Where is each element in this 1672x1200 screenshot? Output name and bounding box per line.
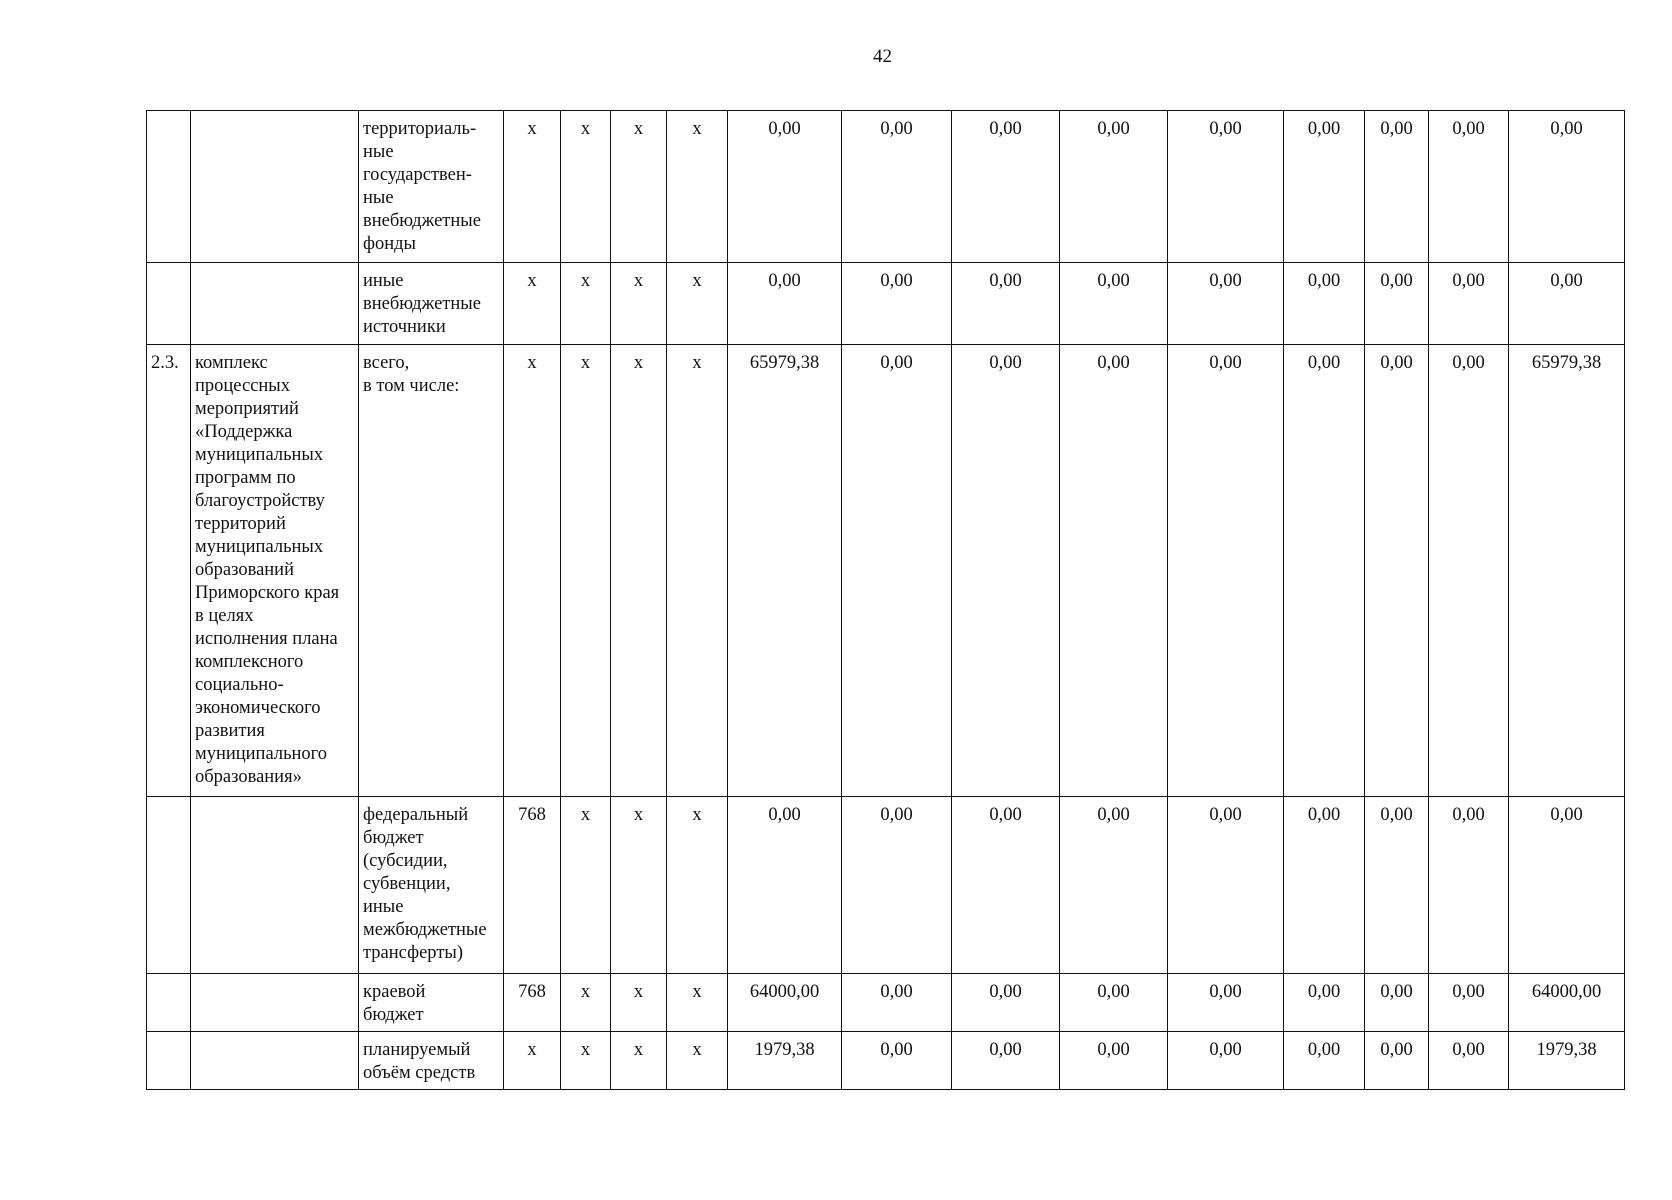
- cell-amount: 0,00: [1284, 797, 1365, 974]
- name-line: комплекс: [195, 353, 268, 373]
- name-line: экономического: [195, 698, 321, 718]
- name-line: муниципальных: [195, 537, 324, 557]
- cell-amount: 0,00: [728, 111, 842, 263]
- cell-amount: 0,00: [1168, 797, 1284, 974]
- cell-funding-source: [359, 263, 504, 345]
- cell-code: x: [504, 345, 561, 797]
- source-line: федеральный: [363, 805, 469, 825]
- cell-amount: 0,00: [1365, 1032, 1429, 1090]
- cell-funding-source: [359, 797, 504, 974]
- cell-amount: 0,00: [1060, 263, 1168, 345]
- cell-code: x: [667, 111, 728, 263]
- source-line: (субсидии,: [363, 851, 448, 871]
- cell-amount: 0,00: [1168, 345, 1284, 797]
- cell-index: [147, 1032, 191, 1090]
- cell-amount: 0,00: [1060, 1032, 1168, 1090]
- cell-code: x: [504, 111, 561, 263]
- cell-amount: 0,00: [1509, 111, 1625, 263]
- cell-amount: 0,00: [728, 797, 842, 974]
- cell-amount: 0,00: [1284, 345, 1365, 797]
- table-row: [147, 345, 1625, 797]
- cell-amount: 0,00: [1284, 974, 1365, 1032]
- source-line: источники: [363, 317, 446, 337]
- cell-code: x: [667, 263, 728, 345]
- cell-code: x: [611, 1032, 667, 1090]
- cell-code: x: [667, 345, 728, 797]
- cell-code: x: [561, 974, 611, 1032]
- cell-amount: 1979,38: [728, 1032, 842, 1090]
- cell-code: x: [667, 797, 728, 974]
- cell-amount: 0,00: [1168, 1032, 1284, 1090]
- name-line: «Поддержка: [195, 422, 293, 442]
- cell-funding-source: [359, 974, 504, 1032]
- cell-amount: 0,00: [842, 974, 952, 1032]
- cell-amount: 64000,00: [728, 974, 842, 1032]
- cell-amount: 0,00: [842, 345, 952, 797]
- source-line: в том числе:: [363, 376, 460, 396]
- source-line: всего,: [363, 353, 410, 373]
- cell-amount: 65979,38: [728, 345, 842, 797]
- cell-name: [191, 263, 359, 345]
- cell-amount: 0,00: [1284, 1032, 1365, 1090]
- cell-amount: 0,00: [1284, 111, 1365, 263]
- source-line: планируемый: [363, 1040, 471, 1060]
- source-line: иные: [363, 271, 404, 291]
- cell-index: [147, 111, 191, 263]
- cell-amount: 0,00: [952, 111, 1060, 263]
- cell-amount: 0,00: [952, 1032, 1060, 1090]
- name-line: в целях: [195, 606, 254, 626]
- cell-code: x: [667, 974, 728, 1032]
- cell-funding-source: [359, 111, 504, 263]
- cell-code: 768: [504, 797, 561, 974]
- cell-index: [147, 263, 191, 345]
- cell-amount: 0,00: [1060, 111, 1168, 263]
- cell-code: 768: [504, 974, 561, 1032]
- cell-index: [147, 797, 191, 974]
- cell-amount: 0,00: [1365, 263, 1429, 345]
- source-line: территориаль-: [363, 119, 477, 139]
- cell-amount: 0,00: [1168, 111, 1284, 263]
- cell-code: x: [561, 111, 611, 263]
- name-line: мероприятий: [195, 399, 299, 419]
- cell-index: [147, 974, 191, 1032]
- cell-amount: 0,00: [1365, 111, 1429, 263]
- source-line: бюджет: [363, 1005, 424, 1025]
- cell-amount: 0,00: [1284, 263, 1365, 345]
- source-line: субвенции,: [363, 874, 451, 894]
- source-line: ные: [363, 142, 394, 162]
- name-line: социально-: [195, 675, 284, 695]
- cell-amount: 0,00: [1429, 1032, 1509, 1090]
- name-line: программ по: [195, 468, 296, 488]
- cell-code: x: [667, 1032, 728, 1090]
- cell-name: [191, 111, 359, 263]
- cell-code: x: [504, 1032, 561, 1090]
- cell-amount: 0,00: [842, 1032, 952, 1090]
- cell-amount: 0,00: [1429, 345, 1509, 797]
- cell-amount: 65979,38: [1509, 345, 1625, 797]
- source-line: государствен-: [363, 165, 472, 185]
- name-line: образования»: [195, 767, 302, 787]
- cell-amount: 0,00: [1168, 974, 1284, 1032]
- source-line: межбюджетные: [363, 920, 487, 940]
- table-row: [147, 797, 1625, 974]
- cell-amount: 0,00: [1429, 111, 1509, 263]
- table-body: [147, 111, 1625, 1090]
- cell-amount: 0,00: [1429, 263, 1509, 345]
- cell-code: x: [561, 1032, 611, 1090]
- cell-amount: 64000,00: [1509, 974, 1625, 1032]
- cell-funding-source: [359, 1032, 504, 1090]
- budget-table: [146, 110, 1625, 1090]
- cell-amount: 0,00: [1365, 345, 1429, 797]
- cell-amount: 0,00: [1365, 797, 1429, 974]
- page-number: 42: [873, 46, 892, 67]
- name-line: Приморского края: [195, 583, 340, 603]
- name-line: развития: [195, 721, 265, 741]
- source-line: внебюджетные: [363, 211, 481, 231]
- cell-amount: 0,00: [1509, 263, 1625, 345]
- table-row: [147, 111, 1625, 263]
- table-row: [147, 263, 1625, 345]
- source-line: трансферты): [363, 943, 463, 963]
- source-line: краевой: [363, 982, 426, 1002]
- table-row: [147, 1032, 1625, 1090]
- cell-amount: 0,00: [952, 974, 1060, 1032]
- cell-code: x: [611, 111, 667, 263]
- cell-code: x: [561, 345, 611, 797]
- cell-amount: 0,00: [1429, 797, 1509, 974]
- name-line: муниципального: [195, 744, 328, 764]
- cell-amount: 0,00: [842, 797, 952, 974]
- cell-amount: 0,00: [842, 263, 952, 345]
- source-line: объём средств: [363, 1063, 476, 1083]
- cell-name: [191, 974, 359, 1032]
- cell-amount: 0,00: [1509, 797, 1625, 974]
- cell-amount: 0,00: [952, 263, 1060, 345]
- cell-code: x: [611, 345, 667, 797]
- cell-amount: 0,00: [1365, 974, 1429, 1032]
- cell-name: [191, 797, 359, 974]
- name-line: благоустройству: [195, 491, 325, 511]
- cell-amount: 0,00: [1060, 345, 1168, 797]
- name-line: образований: [195, 560, 294, 580]
- name-line: комплексного: [195, 652, 304, 672]
- source-line: иные: [363, 897, 404, 917]
- cell-code: x: [611, 263, 667, 345]
- cell-amount: 0,00: [728, 263, 842, 345]
- cell-amount: 0,00: [1060, 974, 1168, 1032]
- cell-amount: 0,00: [952, 797, 1060, 974]
- cell-code: x: [561, 797, 611, 974]
- cell-code: x: [561, 263, 611, 345]
- cell-code: x: [611, 974, 667, 1032]
- cell-funding-source: [359, 345, 504, 797]
- cell-code: x: [611, 797, 667, 974]
- cell-index: 2.3.: [147, 345, 191, 797]
- cell-name: [191, 1032, 359, 1090]
- table-row: [147, 974, 1625, 1032]
- name-line: муниципальных: [195, 445, 324, 465]
- source-line: бюджет: [363, 828, 424, 848]
- cell-amount: 0,00: [952, 345, 1060, 797]
- source-line: ные: [363, 188, 394, 208]
- cell-amount: 0,00: [842, 111, 952, 263]
- cell-amount: 0,00: [1168, 263, 1284, 345]
- source-line: фонды: [363, 234, 416, 254]
- cell-amount: 0,00: [1429, 974, 1509, 1032]
- cell-name: [191, 345, 359, 797]
- name-line: процессных: [195, 376, 290, 396]
- name-line: исполнения плана: [195, 629, 338, 649]
- cell-amount: 0,00: [1060, 797, 1168, 974]
- cell-amount: 1979,38: [1509, 1032, 1625, 1090]
- source-line: внебюджетные: [363, 294, 481, 314]
- name-line: территорий: [195, 514, 286, 534]
- cell-code: x: [504, 263, 561, 345]
